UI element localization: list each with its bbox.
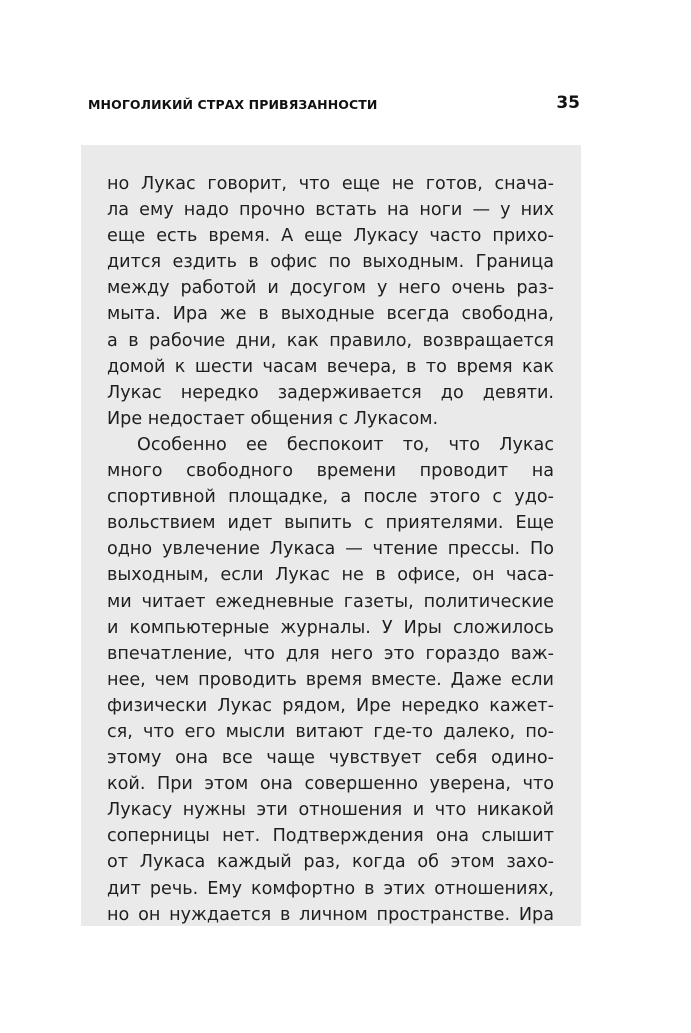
text-line: между работой и досугом у него очень раз-: [107, 278, 554, 299]
text-line: а в рабочие дни, как правило, возвращается: [107, 330, 554, 351]
text-line: нее, чем проводить время вместе. Даже если: [107, 669, 554, 690]
text-line: но он нуждается в личном пространстве. Ира: [107, 904, 554, 925]
text-line: выходным, если Лукас не в офисе, он часа-: [107, 565, 554, 586]
text-line: ла ему надо прочно встать на ноги — у них: [107, 200, 554, 221]
text-line: Особенно ее беспокоит то, что Лукас: [137, 434, 554, 455]
text-line: одно увлечение Лукаса — чтение прессы. По: [107, 539, 554, 560]
body-text: [107, 171, 554, 928]
text-line: вольствием идет выпить с приятелями. Еще: [107, 513, 554, 534]
text-line: этому она все чаще чувствует себя одино-: [107, 748, 554, 769]
text-line: мыта. Ира же в выходные всегда свободна,: [107, 304, 554, 325]
text-line: физически Лукас рядом, Ире нередко кажет-: [107, 695, 554, 716]
text-line: Лукас нередко задерживается до девяти.: [107, 382, 554, 403]
text-line: домой к шести часам вечера, в то время как: [107, 356, 554, 377]
text-line: от Лукаса каждый раз, когда об этом захо-: [107, 852, 554, 873]
text-line: ми читает ежедневные газеты, политические: [107, 591, 554, 612]
text-line: еще есть время. А еще Лукасу часто прихо-: [107, 226, 554, 247]
text-line: и компьютерные журналы. У Иры сложилось: [107, 617, 554, 638]
text-line: ся, что его мысли витают где-то далеко, по-: [107, 721, 554, 742]
running-title: МНОГОЛИКИЙ СТРАХ ПРИВЯЗАННОСТИ: [88, 97, 378, 112]
text-line: спортивной площадке, а после этого с удо-: [107, 487, 554, 508]
text-line: впечатление, что для него это гораздо важ-: [107, 643, 554, 664]
text-line: кой. При этом она совершенно уверена, что: [107, 774, 554, 795]
text-line: соперницы нет. Подтверждения она слышит: [107, 826, 554, 847]
text-line: Ире недостает общения с Лукасом.: [107, 408, 439, 429]
text-line: но Лукас говорит, что еще не готов, снача-: [107, 174, 554, 194]
text-line: дится ездить в офис по выходным. Граница: [107, 252, 554, 273]
text-line: дит речь. Ему комфортно в этих отношениях,: [107, 878, 554, 899]
text-line: много свободного времени проводит на: [107, 461, 554, 482]
text-line: Лукасу нужны эти отношения и что никакой: [107, 800, 554, 821]
page-number: 35: [556, 93, 580, 113]
